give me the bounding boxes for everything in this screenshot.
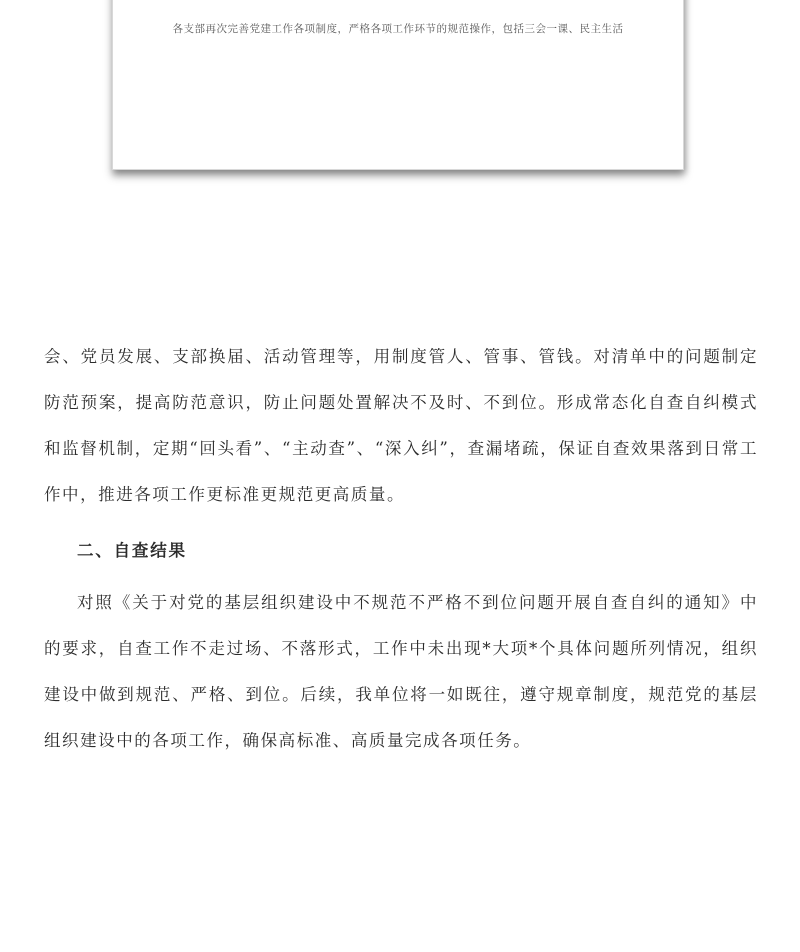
document-body [44,334,758,764]
document-preview-card [112,0,684,170]
preview-text-line: 各支部再次完善党建工作各项制度，严格各项工作环节的规范操作，包括三会一课、民主生活 [172,23,624,35]
section-heading-self-check-results: 二、自查结果 [77,541,187,560]
body-paragraph-results: 对照《关于对党的基层组织建设中不规范不严格不到位问题开展自查自纠的通知》中的要求，自查工作不走过场、不落形式，工作中未出现*大项*个具体问题所列情况，组织建设中做到规范、严格、到位。后续，我单位将一如既往，遵守规章制度，规范党的基层组织建设中的各项工作，确保高标准、高质量完成各项任务。 [44,593,758,750]
body-paragraph-continued: 会、党员发展、支部换届、活动管理等，用制度管人、管事、管钱。对清单中的问题制定防范预案，提高防范意识，防止问题处置解决不及时、不到位。形成常态化自查自纠模式和监督机制，定期“回头看”、“主动查”、“深入纠”，查漏堵疏，保证自查效果落到日常工作中，推进各项工作更标准更规范更高质量。 [44,347,758,504]
